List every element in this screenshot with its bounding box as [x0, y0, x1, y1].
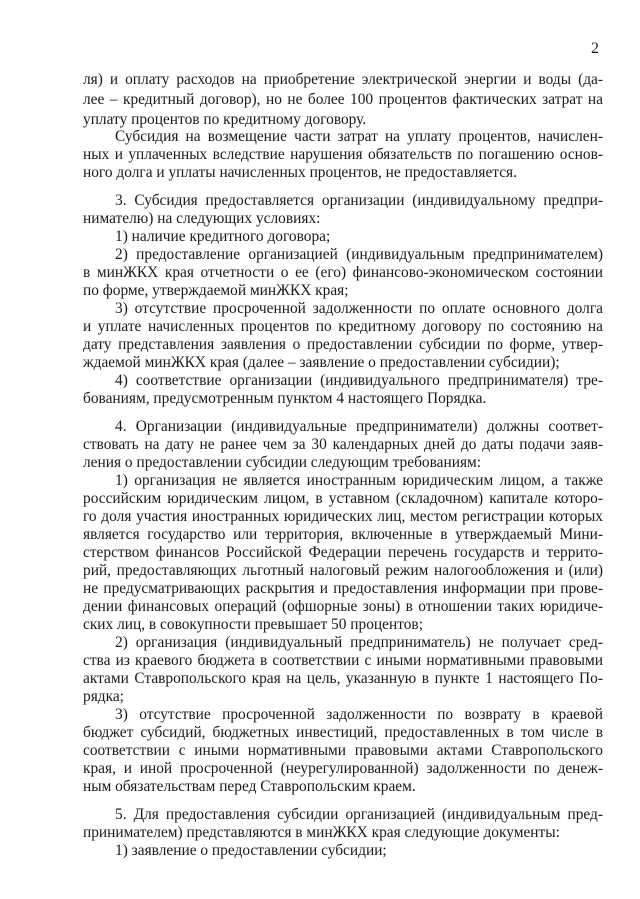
text-line: уплату процентов по кредитному договору. — [83, 111, 367, 128]
text-line: не предусматривающих раскрытия и предоставления информации при прове- — [83, 580, 603, 597]
text-line: 1) организация не является иностранным юридическим лицом, а также — [115, 472, 603, 489]
text-line: в минЖКХ края отчетности о ее (его) финансово-экономическом состоянии — [83, 264, 603, 281]
text-line: российским юридическим лицом, в уставном (складочном) капитале которо- — [83, 490, 603, 507]
text-line: ления о предоставлении субсидии следующим требованиям: — [83, 454, 482, 471]
text-line: 4. Организации (индивидуальные предприниматели) должны соответ- — [115, 418, 603, 435]
text-line: 3. Субсидия предоставляется организации (индивидуальному предпри- — [115, 192, 603, 209]
text-line: ля) и оплату расходов на приобретение электрической энергии и воды (да- — [83, 71, 603, 88]
text-line: и уплате начисленных процентов по кредитному договору по состоянию на — [83, 318, 603, 335]
text-line: актами Ставропольского края на цель, указанную в пункте 1 настоящего По- — [83, 670, 603, 687]
text-line: нимателю) на следующих условиях: — [83, 210, 321, 227]
text-line: ствовать на дату не ранее чем за 30 календарных дней до даты подачи заяв- — [83, 436, 603, 453]
text-line: ства из краевого бюджета в соответствии с иными нормативными правовыми — [83, 652, 603, 669]
page-number: 2 — [591, 40, 599, 57]
text-line: рядка; — [83, 688, 124, 705]
text-line: стерством финансов Российской Федерации перечень государств и террито- — [83, 544, 603, 561]
text-line: ждаемой минЖКХ края (далее – заявление о предоставлении субсидии); — [83, 354, 560, 371]
text-line: ного долга и уплаты начисленных процентов, не предоставляется. — [83, 164, 517, 181]
text-line: дении финансовых операций (офшорные зоны) в отношении таких юридиче- — [83, 598, 603, 615]
text-line: 5. Для предоставления субсидии организацией (индивидуальным пред- — [115, 806, 603, 823]
text-line: края, и иной просроченной (неурегулированной) задолженности по денеж- — [83, 760, 603, 777]
text-line: рий, предоставляющих льготный налоговый режим налогообложения и (или) — [83, 562, 603, 579]
text-line: го доля участия иностранных юридических лиц, местом регистрации которых — [83, 508, 603, 525]
text-line: соответствии с иными нормативными правовыми актами Ставропольского — [83, 742, 603, 759]
text-line: 1) заявление о предоставлении субсидии; — [115, 842, 387, 859]
text-line: лее – кредитный договор), но не более 100 процентов фактических затрат на — [83, 91, 603, 108]
text-line: по форме, утверждаемой минЖКХ края; — [83, 282, 349, 299]
text-line: ных и уплаченных вследствие нарушения обязательств по погашению основ- — [83, 146, 603, 163]
text-line: принимателем) представляются в минЖКХ края следующие документы: — [83, 824, 560, 841]
text-line: 3) отсутствие просроченной задолженности по возврату в краевой — [115, 706, 603, 723]
text-line: 2) предоставление организацией (индивидуальным предпринимателем) — [115, 246, 603, 263]
text-line: бюджет субсидий, бюджетных инвестиций, предоставленных в том числе в — [83, 724, 603, 741]
text-line: ным обязательствам перед Ставропольским краем. — [83, 778, 416, 795]
text-line: является государство или территория, включенные в утверждаемый Мини- — [83, 526, 603, 543]
text-line: 3) отсутствие просроченной задолженности по оплате основного долга — [115, 300, 603, 317]
text-line: дату представления заявления о предоставлении субсидии по форме, утвер- — [83, 336, 603, 353]
text-line: бованиям, предусмотренным пунктом 4 настоящего Порядка. — [83, 390, 487, 407]
text-line: Субсидия на возмещение части затрат на уплату процентов, начислен- — [115, 128, 603, 145]
text-line: 2) организация (индивидуальный предприниматель) не получает сред- — [115, 634, 603, 651]
text-line: 1) наличие кредитного договора; — [115, 228, 331, 245]
text-line: ских лиц, в совокупности превышает 50 процентов; — [83, 616, 423, 633]
text-line: 4) соответствие организации (индивидуального предпринимателя) тре- — [115, 372, 603, 389]
